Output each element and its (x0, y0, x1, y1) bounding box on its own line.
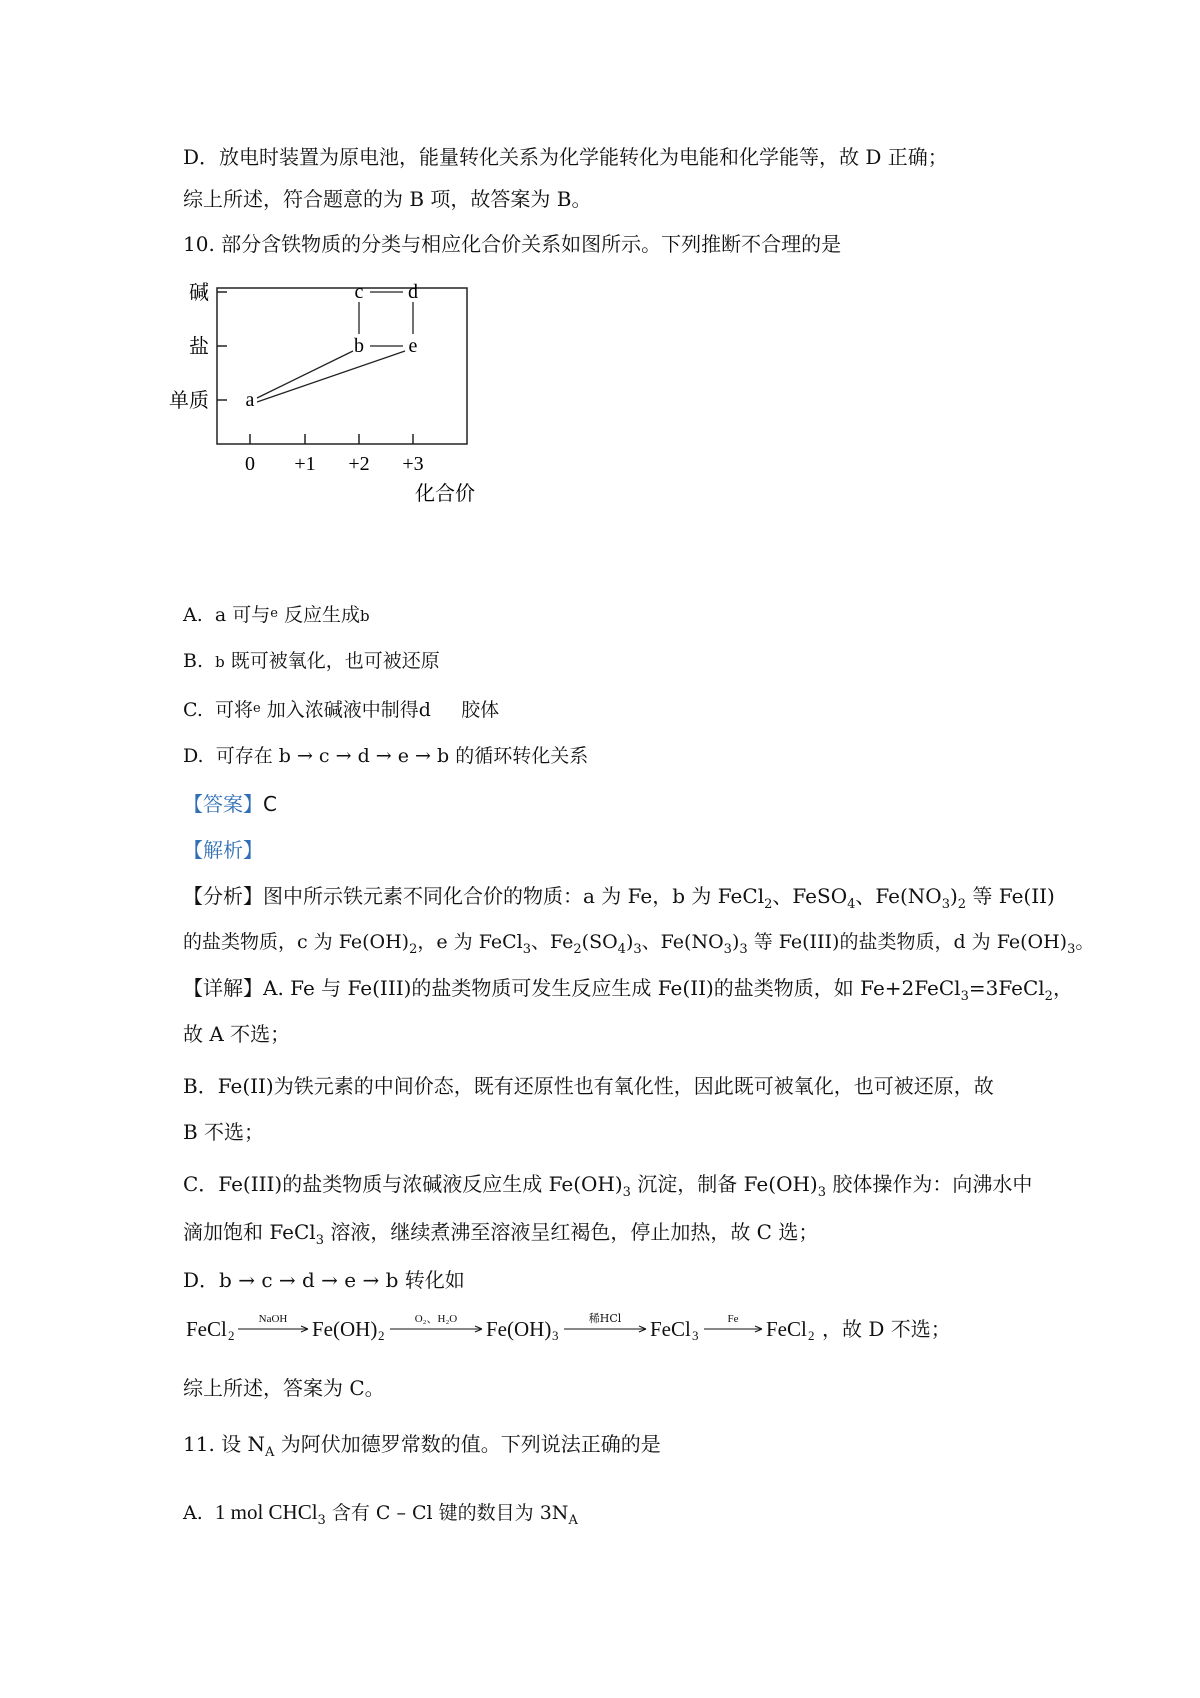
y-label: 单质 (169, 388, 209, 412)
reaction-species: 3 (552, 1328, 559, 1343)
option-text: b (360, 607, 370, 625)
reaction-chain (180, 1300, 1030, 1350)
analysis-text: (SO (581, 931, 618, 953)
option-letter: D. (183, 745, 204, 767)
option-text: 胶体 (461, 699, 500, 721)
analysis-text: ) (625, 931, 634, 953)
analysis-text: 2 (764, 897, 773, 912)
analysis-text: 3 (1067, 941, 1076, 957)
option-text: e (270, 606, 278, 621)
option-text: a (214, 604, 227, 626)
option-a (183, 600, 370, 630)
point-d: d (408, 281, 418, 303)
analysis-text: ) (731, 931, 740, 953)
q11-option-a (183, 1498, 578, 1527)
detail-a-line-2: 故 A 不选； (183, 1022, 291, 1046)
point-c: c (354, 281, 364, 303)
question-text: 为阿伏加德罗常数的值。下列说法正确的是 (274, 1432, 661, 1456)
detail-text: ， (1052, 976, 1073, 1000)
detail-text: 溶液，继续煮沸至溶液呈红褐色，停止加热，故 C 选； (323, 1220, 819, 1244)
text-line: D．放电时装置为原电池，能量转化关系为化学能转化为电能和化学能等，故 D 正确； (183, 145, 948, 169)
option-text: 3 (317, 1512, 326, 1528)
option-text: d (418, 699, 431, 721)
reaction-species: Fe(OH) (486, 1317, 552, 1341)
question-11-stem (183, 1430, 661, 1458)
option-d (183, 742, 588, 770)
option-text: A (568, 1512, 578, 1528)
x-label: +2 (348, 453, 370, 475)
detail-c-line-2 (183, 1218, 818, 1246)
detail-text: A. Fe 与 Fe(III)的盐类物质可发生反应生成 Fe(II)的盐类物质，如 Fe+2FeCl (263, 976, 961, 1000)
option-letter: B. (183, 650, 204, 672)
analysis-line-2 (183, 928, 1094, 956)
point-b: b (354, 335, 364, 357)
option-text: 反应生成 (284, 604, 361, 626)
analysis-line-1 (183, 882, 1055, 910)
analysis-tag: 【解析】 (183, 838, 263, 862)
y-label: 碱 (189, 280, 209, 304)
option-text: 的循环转化关系 (455, 745, 589, 767)
analysis-text: 、Fe (530, 931, 574, 953)
analysis-text: 【分析】 (183, 884, 263, 908)
point-e: e (408, 335, 418, 357)
analysis-text: 、Fe(NO (855, 884, 942, 908)
analysis-text: 图中所示铁元素不同化合价的物质：a 为 Fe，b 为 FeCl (263, 884, 765, 908)
analysis-text: 4 (617, 941, 626, 957)
analysis-text: ，e 为 FeCl (417, 931, 523, 953)
x-label: +1 (294, 453, 316, 475)
analysis-text: ) (949, 884, 958, 908)
analysis-text: 的盐类物质，c 为 Fe(OH) (183, 931, 410, 953)
option-letter: C. (183, 699, 203, 721)
detail-text: C．Fe(III)的盐类物质与浓碱液反应生成 Fe(OH) (183, 1172, 623, 1196)
detail-b-line-2: B 不选； (183, 1120, 265, 1144)
detail-text: 【详解】 (183, 976, 263, 1000)
analysis-text: 等 Fe(II) (966, 884, 1055, 908)
question-10-stem: 10. 部分含铁物质的分类与相应化合价关系如图所示。下列推断不合理的是 (183, 232, 842, 256)
analysis-text: 2 (573, 941, 582, 957)
detail-text: 3 (622, 1185, 631, 1200)
analysis-text: 2 (957, 897, 967, 912)
option-text: 可将 (215, 699, 254, 721)
detail-text: 转化如 (398, 1268, 465, 1292)
analysis-text: 3 (723, 941, 732, 957)
iron-valence-diagram (169, 280, 505, 528)
answer-value: C (263, 792, 277, 816)
reaction-species: 2 (228, 1328, 235, 1343)
analysis-text: 4 (847, 897, 856, 912)
option-text: 可存在 (215, 745, 273, 767)
detail-text: 2 (1044, 989, 1053, 1004)
analysis-text: 3 (739, 941, 748, 957)
answer-line (183, 790, 277, 818)
detail-c-line-1 (183, 1170, 1032, 1198)
detail-text: D． (183, 1268, 220, 1292)
reaction-condition: Fe (727, 1313, 739, 1325)
option-text: 1 mol CHCl (214, 1500, 318, 1524)
detail-text: 3 (315, 1233, 324, 1248)
option-text: 可与 (232, 604, 271, 626)
detail-a-line-1 (183, 974, 1073, 1002)
analysis-text: 。 (1075, 931, 1095, 953)
detail-d-line-1 (183, 1266, 465, 1294)
option-text: e (253, 701, 261, 716)
reaction-species: 2 (378, 1328, 385, 1343)
analysis-text: 等 Fe(III)的盐类物质，d 为 Fe(OH) (747, 931, 1068, 953)
analysis-text: 、FeSO (772, 884, 848, 908)
text-line: 综上所述，符合题意的为 B 项，故答案为 B。 (183, 187, 592, 211)
option-c (183, 695, 499, 724)
x-label: +3 (402, 453, 424, 475)
analysis-text: 2 (409, 941, 418, 957)
option-text: b → c → d → e → b (278, 745, 450, 767)
reaction-condition: NaOH (258, 1313, 288, 1325)
detail-text: b → c → d → e → b (219, 1268, 399, 1292)
analysis-text: 3 (633, 941, 642, 957)
detail-text: 滴加饱和 FeCl (183, 1220, 316, 1244)
reaction-species: Fe(OH) (312, 1317, 378, 1341)
y-label: 盐 (189, 334, 209, 358)
reaction-species: 3 (692, 1328, 699, 1343)
option-text: b (215, 653, 225, 671)
analysis-text: 3 (522, 941, 531, 957)
reaction-species: FeCl (650, 1317, 691, 1341)
question-text: A (265, 1445, 275, 1460)
x-label: 0 (245, 453, 255, 475)
reaction-tail: ，故 D 不选； (822, 1317, 951, 1341)
question-text: 11. 设 N (183, 1432, 266, 1456)
reaction-species: FeCl (186, 1317, 227, 1341)
detail-b-line-1: B．Fe(II)为铁元素的中间价态，既有还原性也有氧化性，因此既可被氧化，也可被还原，故 (183, 1074, 994, 1098)
option-text: 加入浓碱液中制得 (266, 699, 419, 721)
reaction-species: FeCl (766, 1317, 807, 1341)
point-a: a (245, 389, 255, 411)
reaction-species: 2 (808, 1328, 815, 1343)
summary-line: 综上所述，答案为 C。 (183, 1376, 385, 1400)
option-letter: A. (183, 1502, 203, 1524)
detail-text: 胶体操作为：向沸水中 (826, 1172, 1033, 1196)
detail-text: 沉淀，制备 Fe(OH) (630, 1172, 818, 1196)
option-letter: A. (183, 604, 203, 626)
detail-text: 3 (960, 989, 969, 1004)
reaction-condition: 稀HCl (588, 1312, 622, 1325)
analysis-text: 、Fe(NO (641, 931, 724, 953)
option-b (183, 647, 440, 676)
detail-text: =3FeCl (968, 976, 1045, 1000)
option-text: 既可被氧化，也可被还原 (230, 650, 440, 672)
option-text: 含有 C – Cl 键的数目为 3N (325, 1502, 569, 1524)
detail-text: 3 (817, 1185, 826, 1200)
analysis-text: 3 (941, 897, 950, 912)
x-axis-title: 化合价 (415, 481, 475, 505)
answer-tag: 【答案】 (183, 792, 263, 816)
reaction-condition: O₂、H₂O (414, 1313, 458, 1325)
